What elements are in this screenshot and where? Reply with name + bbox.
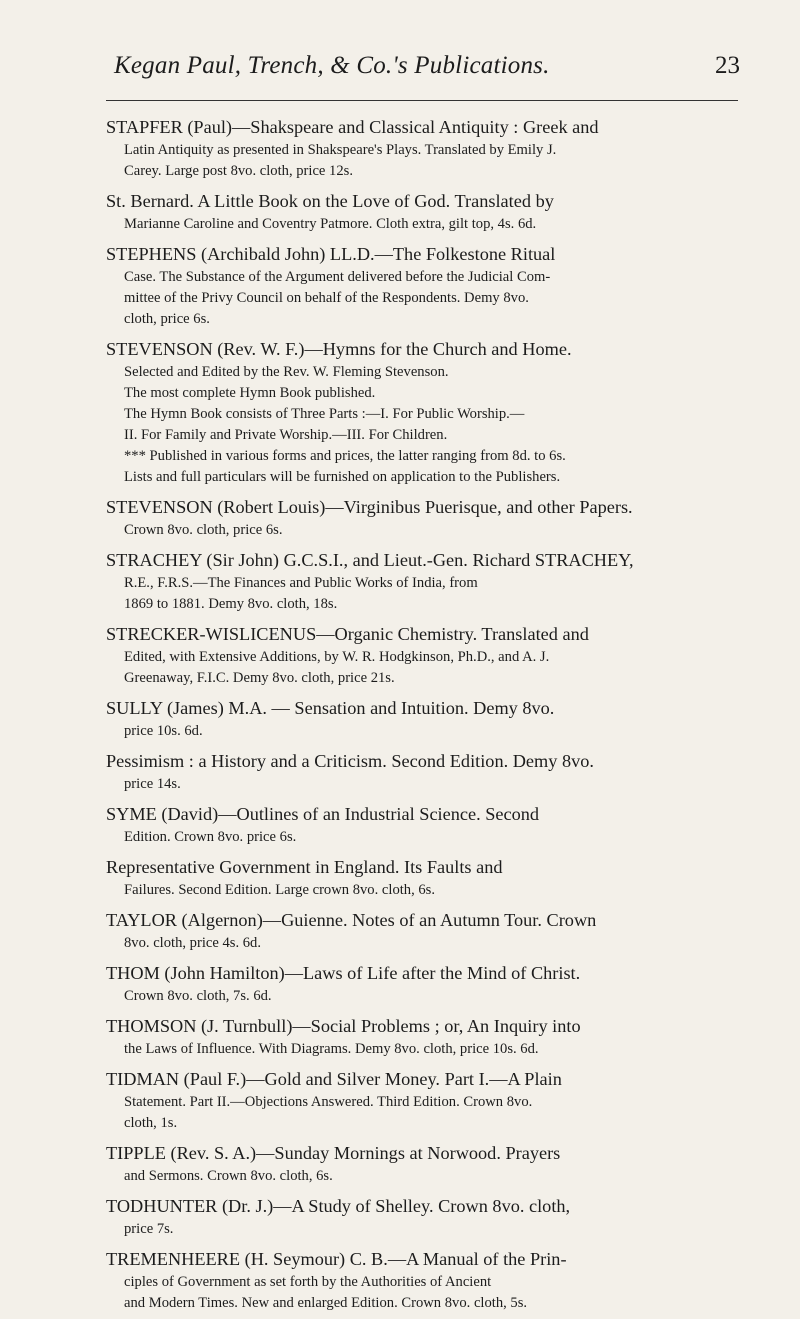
entry-detail-line: *** Published in various forms and prices, the latter ranging from 8d. to 6s. — [124, 448, 566, 464]
entry-detail-line: 1869 to 1881. Demy 8vo. cloth, 18s. — [124, 596, 338, 612]
entry-heading-line: Pessimism : a History and a Criticism. Second Edition. Demy 8vo. — [106, 751, 594, 771]
entry-detail-line: II. For Family and Private Worship.—III. For Children. — [124, 427, 448, 443]
entry-heading-line: TREMENHEERE (H. Seymour) C. B.—A Manual of the Prin- — [106, 1249, 567, 1269]
catalogue-entry — [106, 749, 740, 795]
entry-detail-line: the Laws of Influence. With Diagrams. Demy 8vo. cloth, price 10s. 6d. — [124, 1041, 539, 1057]
catalogue-entry — [106, 1067, 740, 1134]
catalogue-entry — [106, 495, 740, 541]
entry-heading-line: SULLY (James) M.A. — Sensation and Intuition. Demy 8vo. — [106, 698, 555, 718]
entry-heading-line: TIDMAN (Paul F.)—Gold and Silver Money. Part I.—A Plain — [106, 1069, 562, 1089]
catalogue-entry — [106, 622, 740, 689]
entry-detail-line: ciples of Government as set forth by the Authorities of Ancient — [124, 1274, 492, 1290]
entry-detail-line: Greenaway, F.I.C. Demy 8vo. cloth, price 21s. — [124, 670, 395, 686]
entry-detail-line: Crown 8vo. cloth, price 6s. — [124, 522, 283, 538]
entry-heading-line: STEPHENS (Archibald John) LL.D.—The Folkestone Ritual — [106, 244, 556, 264]
entry-detail-line: Carey. Large post 8vo. cloth, price 12s. — [124, 163, 353, 179]
entry-detail-line: Latin Antiquity as presented in Shakspeare's Plays. Translated by Emily J. — [124, 142, 557, 158]
entry-heading-line: TODHUNTER (Dr. J.)—A Study of Shelley. Crown 8vo. cloth, — [106, 1196, 571, 1216]
catalogue-entry — [106, 908, 740, 954]
entry-heading-line: STRECKER-WISLICENUS—Organic Chemistry. Translated and — [106, 624, 589, 644]
page-number: 23 — [715, 52, 740, 79]
entry-detail-line: and Sermons. Crown 8vo. cloth, 6s. — [124, 1168, 333, 1184]
entry-detail-line: Statement. Part II.—Objections Answered. Third Edition. Crown 8vo. — [124, 1094, 533, 1110]
catalogue-entry — [106, 337, 740, 488]
catalogue-entry — [106, 855, 740, 901]
entry-detail-line: Edited, with Extensive Additions, by W. R. Hodgkinson, Ph.D., and A. J. — [124, 649, 550, 665]
entry-detail-line: cloth, price 6s. — [124, 311, 210, 327]
entry-heading-line: THOM (John Hamilton)—Laws of Life after the Mind of Christ. — [106, 963, 581, 983]
entry-heading-line: STRACHEY (Sir John) G.C.S.I., and Lieut.-Gen. Richard STRACHEY, — [106, 550, 634, 570]
catalogue-entry — [106, 1247, 740, 1314]
catalogue-entry — [106, 696, 740, 742]
entry-detail-line: and Modern Times. New and enlarged Edition. Crown 8vo. cloth, 5s. — [124, 1295, 528, 1311]
entry-detail-line: mittee of the Privy Council on behalf of the Respondents. Demy 8vo. — [124, 290, 529, 306]
entry-detail-line: Edition. Crown 8vo. price 6s. — [124, 829, 297, 845]
entry-detail-line: The Hymn Book consists of Three Parts :—I. For Public Worship.— — [124, 406, 525, 422]
catalogue-entry — [106, 1194, 740, 1240]
catalogue-entry — [106, 115, 740, 182]
entry-heading-line: Representative Government in England. Its Faults and — [106, 857, 503, 877]
catalogue-entries — [106, 115, 740, 1314]
catalogue-entry — [106, 242, 740, 330]
entry-detail-line: Crown 8vo. cloth, 7s. 6d. — [124, 988, 272, 1004]
header-rule — [106, 100, 738, 101]
entry-detail-line: Lists and full particulars will be furnished on application to the Publishers. — [124, 469, 561, 485]
entry-heading-line: TAYLOR (Algernon)—Guienne. Notes of an Autumn Tour. Crown — [106, 910, 597, 930]
running-header — [106, 52, 740, 98]
catalogue-entry — [106, 961, 740, 1007]
entry-detail-line: price 14s. — [124, 776, 181, 792]
catalogue-entry — [106, 802, 740, 848]
entry-detail-line: cloth, 1s. — [124, 1115, 178, 1131]
catalogue-entry — [106, 189, 740, 235]
entry-heading-line: THOMSON (J. Turnbull)—Social Problems ; or, An Inquiry into — [106, 1016, 581, 1036]
header-title: Kegan Paul, Trench, & Co.'s Publications. — [114, 52, 550, 79]
catalogue-entry — [106, 1014, 740, 1060]
entry-detail-line: Marianne Caroline and Coventry Patmore. Cloth extra, gilt top, 4s. 6d. — [124, 216, 537, 232]
entry-detail-line: Selected and Edited by the Rev. W. Fleming Stevenson. — [124, 364, 449, 380]
entry-detail-line: price 7s. — [124, 1221, 174, 1237]
entry-heading-line: STEVENSON (Rev. W. F.)—Hymns for the Church and Home. — [106, 339, 572, 359]
entry-detail-line: Case. The Substance of the Argument delivered before the Judicial Com- — [124, 269, 551, 285]
entry-heading-line: St. Bernard. A Little Book on the Love of God. Translated by — [106, 191, 554, 211]
entry-detail-line: The most complete Hymn Book published. — [124, 385, 376, 401]
entry-heading-line: SYME (David)—Outlines of an Industrial Science. Second — [106, 804, 540, 824]
catalogue-entry — [106, 548, 740, 615]
entry-detail-line: price 10s. 6d. — [124, 723, 203, 739]
entry-heading-line: TIPPLE (Rev. S. A.)—Sunday Mornings at Norwood. Prayers — [106, 1143, 561, 1163]
catalogue-entry — [106, 1141, 740, 1187]
entry-heading-line: STEVENSON (Robert Louis)—Virginibus Puerisque, and other Papers. — [106, 497, 633, 517]
entry-detail-line: R.E., F.R.S.—The Finances and Public Works of India, from — [124, 575, 478, 591]
entry-detail-line: 8vo. cloth, price 4s. 6d. — [124, 935, 261, 951]
entry-detail-line: Failures. Second Edition. Large crown 8vo. cloth, 6s. — [124, 882, 436, 898]
entry-heading-line: STAPFER (Paul)—Shakspeare and Classical Antiquity : Greek and — [106, 117, 599, 137]
